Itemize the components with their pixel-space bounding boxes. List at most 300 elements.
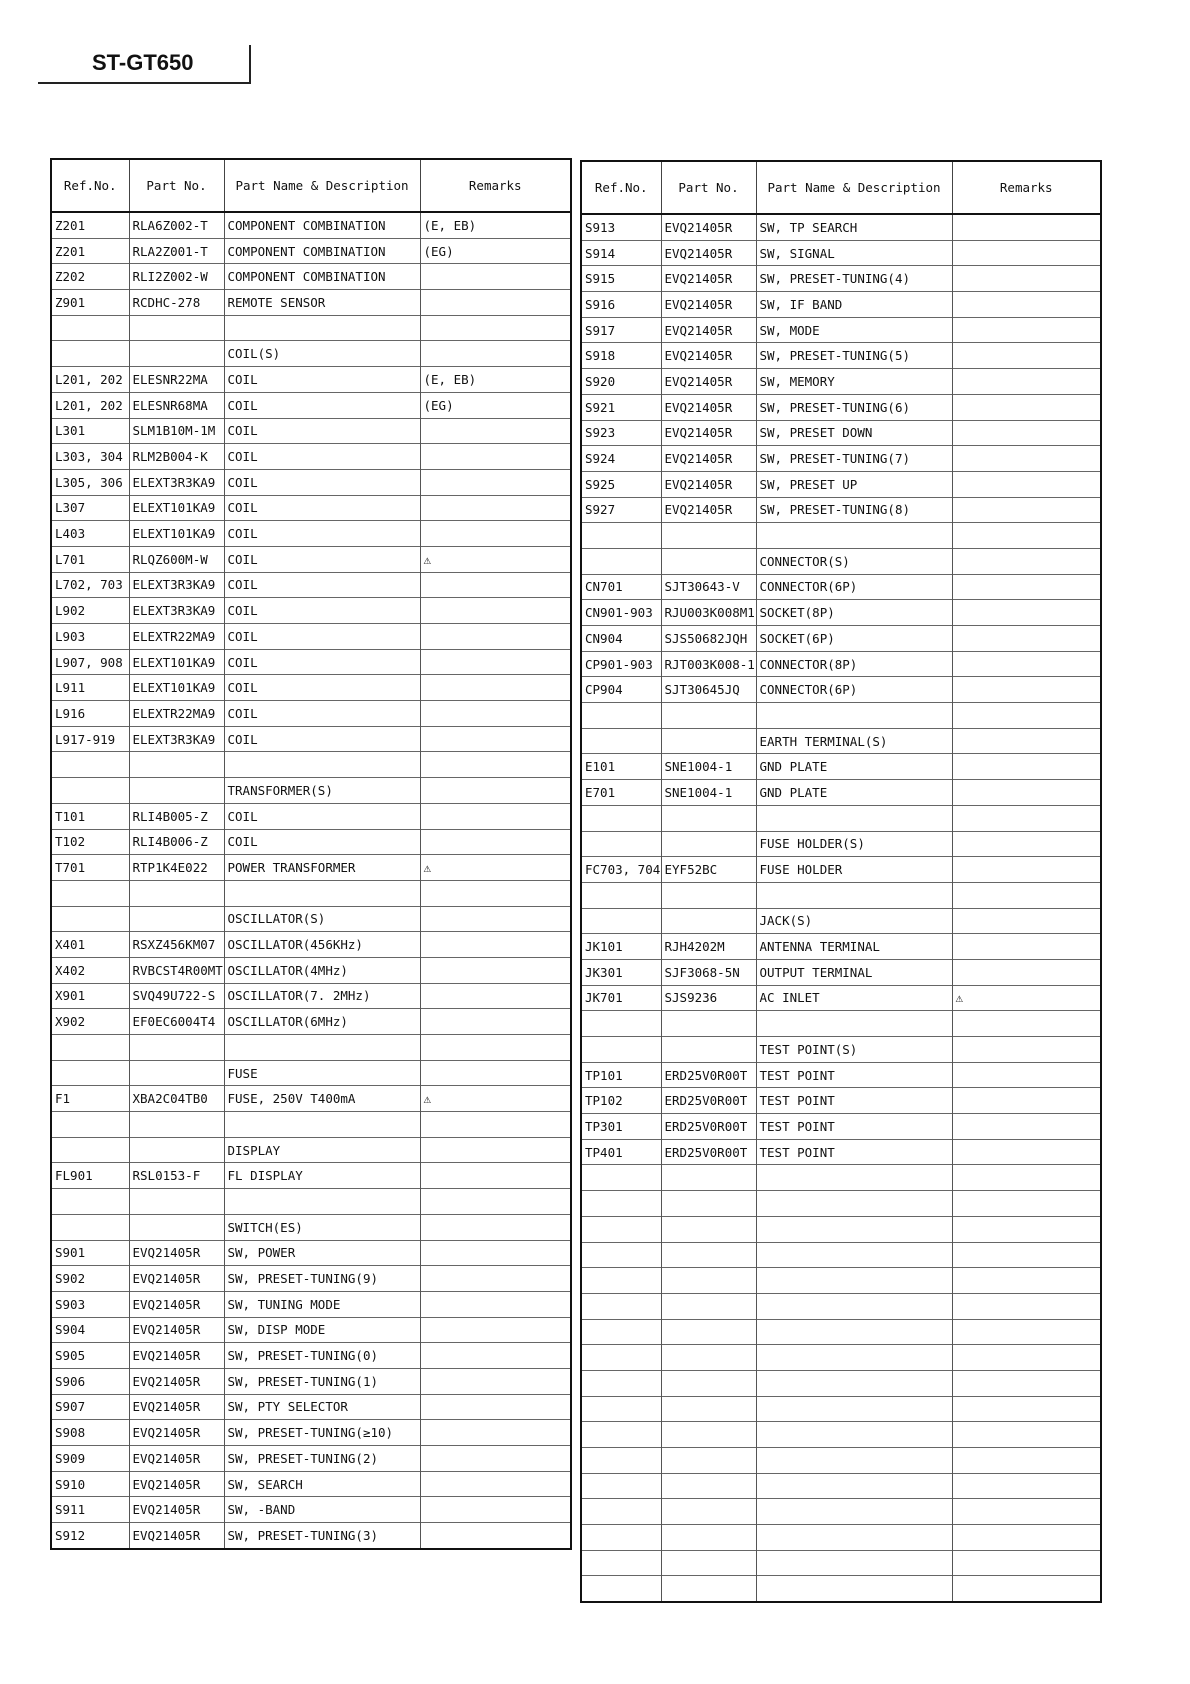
part-no-cell: EVQ21405R (661, 394, 756, 420)
table-row (581, 446, 1101, 472)
description-cell (756, 703, 952, 729)
table-row (581, 959, 1101, 985)
table-row (51, 1060, 571, 1086)
description-cell: COIL (224, 701, 420, 727)
table-row (51, 315, 571, 341)
remarks-cell (952, 908, 1101, 934)
table-row (581, 1139, 1101, 1165)
ref-no-cell (51, 1112, 129, 1138)
description-cell (756, 1165, 952, 1191)
description-cell: COIL (224, 495, 420, 521)
description-cell: OSCILLATOR(456KHz) (224, 932, 420, 958)
part-no-cell: ELEXT101KA9 (129, 495, 224, 521)
ref-no-cell: S909 (51, 1446, 129, 1472)
ref-no-cell (581, 1448, 661, 1474)
remarks-cell (952, 369, 1101, 395)
remarks-cell: (EG) (420, 238, 571, 264)
remarks-cell (952, 1319, 1101, 1345)
description-cell: OUTPUT TERMINAL (756, 959, 952, 985)
remarks-cell (952, 934, 1101, 960)
description-cell: FL DISPLAY (224, 1163, 420, 1189)
part-no-cell: EVQ21405R (661, 266, 756, 292)
ref-no-cell (581, 548, 661, 574)
table-row (581, 1448, 1101, 1474)
table-row (51, 469, 571, 495)
remarks-cell (952, 317, 1101, 343)
ref-no-cell: L201, 202 (51, 367, 129, 393)
table-row (51, 264, 571, 290)
part-no-cell: SNE1004-1 (661, 780, 756, 806)
ref-no-cell: TP401 (581, 1139, 661, 1165)
description-cell: POWER TRANSFORMER (224, 855, 420, 881)
remarks-cell (420, 1343, 571, 1369)
ref-no-cell: L307 (51, 495, 129, 521)
part-no-cell: ELEXT101KA9 (129, 675, 224, 701)
table-row (581, 831, 1101, 857)
part-no-cell (661, 908, 756, 934)
description-cell: FUSE HOLDER (756, 857, 952, 883)
remarks-cell (420, 1368, 571, 1394)
table-row (581, 1088, 1101, 1114)
header-remarks: Remarks (420, 159, 571, 212)
table-row (51, 1394, 571, 1420)
remarks-cell (420, 1189, 571, 1215)
part-no-cell (129, 1112, 224, 1138)
table-row (51, 572, 571, 598)
remarks-cell (952, 1473, 1101, 1499)
remarks-cell (952, 1191, 1101, 1217)
part-no-cell: EVQ21405R (661, 240, 756, 266)
ref-no-cell: S917 (581, 317, 661, 343)
remarks-cell (952, 471, 1101, 497)
remarks-cell (420, 701, 571, 727)
description-cell: SW, SEARCH (224, 1471, 420, 1497)
description-cell: COIL (224, 367, 420, 393)
description-cell: SW, PRESET DOWN (756, 420, 952, 446)
table-row (581, 934, 1101, 960)
description-cell (756, 1550, 952, 1576)
table-row (51, 238, 571, 264)
ref-no-cell (51, 1214, 129, 1240)
description-cell: SW, -BAND (224, 1497, 420, 1523)
part-no-cell: EVQ21405R (129, 1343, 224, 1369)
description-cell: COIL (224, 521, 420, 547)
ref-no-cell (581, 1165, 661, 1191)
table-row (581, 292, 1101, 318)
description-cell: COIL (224, 598, 420, 624)
part-no-cell: EVQ21405R (129, 1446, 224, 1472)
table-row (51, 418, 571, 444)
part-no-cell: EVQ21405R (661, 343, 756, 369)
table-row (581, 214, 1101, 240)
part-no-cell: EVQ21405R (129, 1240, 224, 1266)
description-cell: FUSE (224, 1060, 420, 1086)
ref-no-cell: S902 (51, 1266, 129, 1292)
remarks-cell: (EG) (420, 392, 571, 418)
part-no-cell: SLM1B10M-1M (129, 418, 224, 444)
part-no-cell (661, 1011, 756, 1037)
ref-no-cell: L303, 304 (51, 444, 129, 470)
part-no-cell (661, 882, 756, 908)
remarks-cell (420, 1291, 571, 1317)
remarks-cell (420, 444, 571, 470)
description-cell: SW, PRESET-TUNING(≥10) (224, 1420, 420, 1446)
description-cell (756, 882, 952, 908)
table-row (581, 805, 1101, 831)
remarks-cell (952, 959, 1101, 985)
part-no-cell: SVQ49U722-S (129, 983, 224, 1009)
ref-no-cell: S911 (51, 1497, 129, 1523)
description-cell: COIL (224, 469, 420, 495)
table-row (51, 1112, 571, 1138)
remarks-cell (420, 572, 571, 598)
remarks-cell (952, 754, 1101, 780)
description-cell (756, 1422, 952, 1448)
description-cell: SW, PRESET-TUNING(7) (756, 446, 952, 472)
header-description: Part Name & Description (224, 159, 420, 212)
remarks-cell (952, 1370, 1101, 1396)
remarks-cell (420, 880, 571, 906)
remarks-cell: ⚠ (420, 1086, 571, 1112)
ref-no-cell (581, 1370, 661, 1396)
remarks-cell (952, 1268, 1101, 1294)
part-no-cell: RLQZ600M-W (129, 546, 224, 572)
ref-no-cell (51, 1035, 129, 1061)
part-no-cell (661, 1345, 756, 1371)
table-row (51, 829, 571, 855)
table-row (581, 1242, 1101, 1268)
remarks-cell (952, 1037, 1101, 1063)
part-no-cell: SJS50682JQH (661, 626, 756, 652)
ref-no-cell: L903 (51, 624, 129, 650)
ref-no-cell (581, 1473, 661, 1499)
ref-no-cell (581, 703, 661, 729)
table-row (51, 855, 571, 881)
description-cell: TEST POINT (756, 1088, 952, 1114)
description-cell: SW, PRESET-TUNING(3) (224, 1523, 420, 1549)
table-row (581, 1345, 1101, 1371)
part-no-cell: EVQ21405R (661, 420, 756, 446)
remarks-cell (952, 1088, 1101, 1114)
part-no-cell: EVQ21405R (129, 1394, 224, 1420)
description-cell: SW, PRESET-TUNING(8) (756, 497, 952, 523)
ref-no-cell: L305, 306 (51, 469, 129, 495)
table-row (51, 1240, 571, 1266)
table-row (51, 932, 571, 958)
header-ref-no: Ref.No. (581, 161, 661, 214)
part-no-cell: EVQ21405R (129, 1317, 224, 1343)
ref-no-cell: L916 (51, 701, 129, 727)
remarks-cell (952, 1525, 1101, 1551)
part-no-cell (661, 1473, 756, 1499)
parts-table-left (50, 158, 572, 1550)
remarks-cell (952, 780, 1101, 806)
table-row (581, 985, 1101, 1011)
remarks-cell (420, 1446, 571, 1472)
table-row (51, 1266, 571, 1292)
ref-no-cell: CP901-903 (581, 651, 661, 677)
table-row (51, 1137, 571, 1163)
description-cell: COIL(S) (224, 341, 420, 367)
part-no-cell: RLI2Z002-W (129, 264, 224, 290)
table-row (51, 983, 571, 1009)
ref-no-cell: CN701 (581, 574, 661, 600)
description-cell (756, 1448, 952, 1474)
description-cell: COMPONENT COMBINATION (224, 264, 420, 290)
part-no-cell (661, 1525, 756, 1551)
table-row (581, 317, 1101, 343)
part-no-cell: EVQ21405R (661, 497, 756, 523)
ref-no-cell: L701 (51, 546, 129, 572)
remarks-cell (420, 264, 571, 290)
ref-no-cell: F1 (51, 1086, 129, 1112)
remarks-cell (952, 420, 1101, 446)
ref-no-cell (51, 1137, 129, 1163)
table-row (51, 1343, 571, 1369)
remarks-cell (952, 882, 1101, 908)
table-row (581, 1499, 1101, 1525)
part-no-cell: ELEXT3R3KA9 (129, 572, 224, 598)
description-cell (756, 1473, 952, 1499)
ref-no-cell: L902 (51, 598, 129, 624)
remarks-cell: (E, EB) (420, 212, 571, 238)
ref-no-cell: X901 (51, 983, 129, 1009)
table-row (581, 471, 1101, 497)
part-no-cell: RLA6Z002-T (129, 212, 224, 238)
remarks-cell (952, 574, 1101, 600)
table-header-row (581, 161, 1101, 214)
part-no-cell (661, 1293, 756, 1319)
ref-no-cell: S901 (51, 1240, 129, 1266)
ref-no-cell (581, 831, 661, 857)
remarks-cell (952, 1242, 1101, 1268)
description-cell: FUSE HOLDER(S) (756, 831, 952, 857)
table-row (581, 1473, 1101, 1499)
ref-no-cell: JK701 (581, 985, 661, 1011)
table-row (51, 1420, 571, 1446)
header-part-no: Part No. (129, 159, 224, 212)
part-no-cell (661, 548, 756, 574)
table-row (581, 1011, 1101, 1037)
remarks-cell (420, 469, 571, 495)
part-no-cell (661, 1242, 756, 1268)
table-row (581, 728, 1101, 754)
description-cell: TEST POINT (756, 1062, 952, 1088)
description-cell (756, 1268, 952, 1294)
remarks-cell (420, 1060, 571, 1086)
remarks-cell (420, 598, 571, 624)
part-no-cell: RLI4B005-Z (129, 803, 224, 829)
ref-no-cell: CP904 (581, 677, 661, 703)
table-row (51, 367, 571, 393)
ref-no-cell: S912 (51, 1523, 129, 1549)
table-row (581, 1550, 1101, 1576)
ref-no-cell: S913 (581, 214, 661, 240)
part-no-cell: ELEXT101KA9 (129, 649, 224, 675)
ref-no-cell: E101 (581, 754, 661, 780)
table-row (51, 546, 571, 572)
description-cell: COMPONENT COMBINATION (224, 212, 420, 238)
ref-no-cell (581, 1011, 661, 1037)
part-no-cell: ELEXT101KA9 (129, 521, 224, 547)
ref-no-cell: L917-919 (51, 726, 129, 752)
part-no-cell: EVQ21405R (661, 471, 756, 497)
part-no-cell (661, 728, 756, 754)
part-no-cell (661, 1216, 756, 1242)
part-no-cell: ELEXT3R3KA9 (129, 726, 224, 752)
table-row (51, 906, 571, 932)
description-cell: SW, TP SEARCH (756, 214, 952, 240)
table-row (581, 1268, 1101, 1294)
description-cell: EARTH TERMINAL(S) (756, 728, 952, 754)
remarks-cell (952, 626, 1101, 652)
part-no-cell (661, 831, 756, 857)
part-no-cell: EVQ21405R (661, 292, 756, 318)
description-cell: SW, PRESET-TUNING(9) (224, 1266, 420, 1292)
table-row (581, 369, 1101, 395)
table-row (51, 1009, 571, 1035)
table-row (581, 857, 1101, 883)
table-row (51, 803, 571, 829)
ref-no-cell: X401 (51, 932, 129, 958)
table-row (581, 497, 1101, 523)
remarks-cell (952, 343, 1101, 369)
remarks-cell (952, 446, 1101, 472)
table-row (51, 1086, 571, 1112)
table-row (581, 240, 1101, 266)
table-row (51, 1446, 571, 1472)
part-no-cell: ELEXTR22MA9 (129, 624, 224, 650)
part-no-cell: ERD25V0R00T (661, 1062, 756, 1088)
description-cell: SOCKET(6P) (756, 626, 952, 652)
part-no-cell: EVQ21405R (661, 317, 756, 343)
description-cell (756, 1345, 952, 1371)
table-row (51, 1523, 571, 1549)
table-row (581, 626, 1101, 652)
table-row (581, 1114, 1101, 1140)
part-no-cell: EVQ21405R (129, 1523, 224, 1549)
remarks-cell (952, 1114, 1101, 1140)
ref-no-cell (581, 1499, 661, 1525)
remarks-cell (420, 803, 571, 829)
part-no-cell: RVBCST4R00MT (129, 957, 224, 983)
part-no-cell: RSXZ456KM07 (129, 932, 224, 958)
ref-no-cell: S914 (581, 240, 661, 266)
remarks-cell (420, 675, 571, 701)
ref-no-cell: CN901-903 (581, 600, 661, 626)
ref-no-cell: S905 (51, 1343, 129, 1369)
part-no-cell: RLI4B006-Z (129, 829, 224, 855)
description-cell: SW, PRESET-TUNING(1) (224, 1368, 420, 1394)
table-row (581, 394, 1101, 420)
description-cell: ANTENNA TERMINAL (756, 934, 952, 960)
description-cell (224, 1189, 420, 1215)
remarks-cell (952, 1448, 1101, 1474)
part-no-cell: SJT30645JQ (661, 677, 756, 703)
description-cell (756, 1293, 952, 1319)
ref-no-cell (581, 1319, 661, 1345)
ref-no-cell (581, 523, 661, 549)
table-row (51, 778, 571, 804)
remarks-cell (420, 906, 571, 932)
description-cell: COIL (224, 726, 420, 752)
description-cell: TEST POINT(S) (756, 1037, 952, 1063)
table-row (581, 574, 1101, 600)
table-row (581, 1319, 1101, 1345)
ref-no-cell: X902 (51, 1009, 129, 1035)
table-row (51, 1471, 571, 1497)
description-cell: OSCILLATOR(6MHz) (224, 1009, 420, 1035)
part-no-cell: RTP1K4E022 (129, 855, 224, 881)
remarks-cell (420, 649, 571, 675)
description-cell: SW, IF BAND (756, 292, 952, 318)
description-cell (756, 1576, 952, 1602)
description-cell: COIL (224, 675, 420, 701)
ref-no-cell (51, 778, 129, 804)
remarks-cell (420, 829, 571, 855)
part-no-cell: EVQ21405R (661, 369, 756, 395)
ref-no-cell (581, 1037, 661, 1063)
ref-no-cell (581, 1191, 661, 1217)
table-row (51, 1291, 571, 1317)
ref-no-cell: S925 (581, 471, 661, 497)
ref-no-cell: Z201 (51, 238, 129, 264)
remarks-cell (952, 1062, 1101, 1088)
header-remarks: Remarks (952, 161, 1101, 214)
part-no-cell: RJH4202M (661, 934, 756, 960)
description-cell: OSCILLATOR(S) (224, 906, 420, 932)
remarks-cell (420, 932, 571, 958)
table-row (581, 523, 1101, 549)
part-no-cell (129, 1035, 224, 1061)
ref-no-cell: S915 (581, 266, 661, 292)
ref-no-cell: S910 (51, 1471, 129, 1497)
ref-no-cell: S921 (581, 394, 661, 420)
table-row (581, 420, 1101, 446)
part-no-cell (661, 1165, 756, 1191)
table-row (51, 444, 571, 470)
ref-no-cell: TP101 (581, 1062, 661, 1088)
table-row (581, 1216, 1101, 1242)
title-underline (38, 82, 250, 84)
part-no-cell: EVQ21405R (661, 214, 756, 240)
remarks-cell: (E, EB) (420, 367, 571, 393)
table-row (581, 1422, 1101, 1448)
part-no-cell: RSL0153-F (129, 1163, 224, 1189)
description-cell (756, 523, 952, 549)
ref-no-cell: CN904 (581, 626, 661, 652)
ref-no-cell: S906 (51, 1368, 129, 1394)
ref-no-cell: TP301 (581, 1114, 661, 1140)
ref-no-cell: E701 (581, 780, 661, 806)
description-cell: COIL (224, 624, 420, 650)
ref-no-cell: S924 (581, 446, 661, 472)
table-row (51, 212, 571, 238)
description-cell (224, 880, 420, 906)
part-no-cell (129, 752, 224, 778)
header-ref-no: Ref.No. (51, 159, 129, 212)
ref-no-cell: S908 (51, 1420, 129, 1446)
remarks-cell (952, 805, 1101, 831)
remarks-cell (952, 600, 1101, 626)
ref-no-cell: Z901 (51, 290, 129, 316)
table-row (581, 600, 1101, 626)
remarks-cell (420, 1317, 571, 1343)
remarks-cell (420, 1497, 571, 1523)
ref-no-cell (581, 908, 661, 934)
remarks-cell (952, 651, 1101, 677)
description-cell: FUSE, 250V T400mA (224, 1086, 420, 1112)
